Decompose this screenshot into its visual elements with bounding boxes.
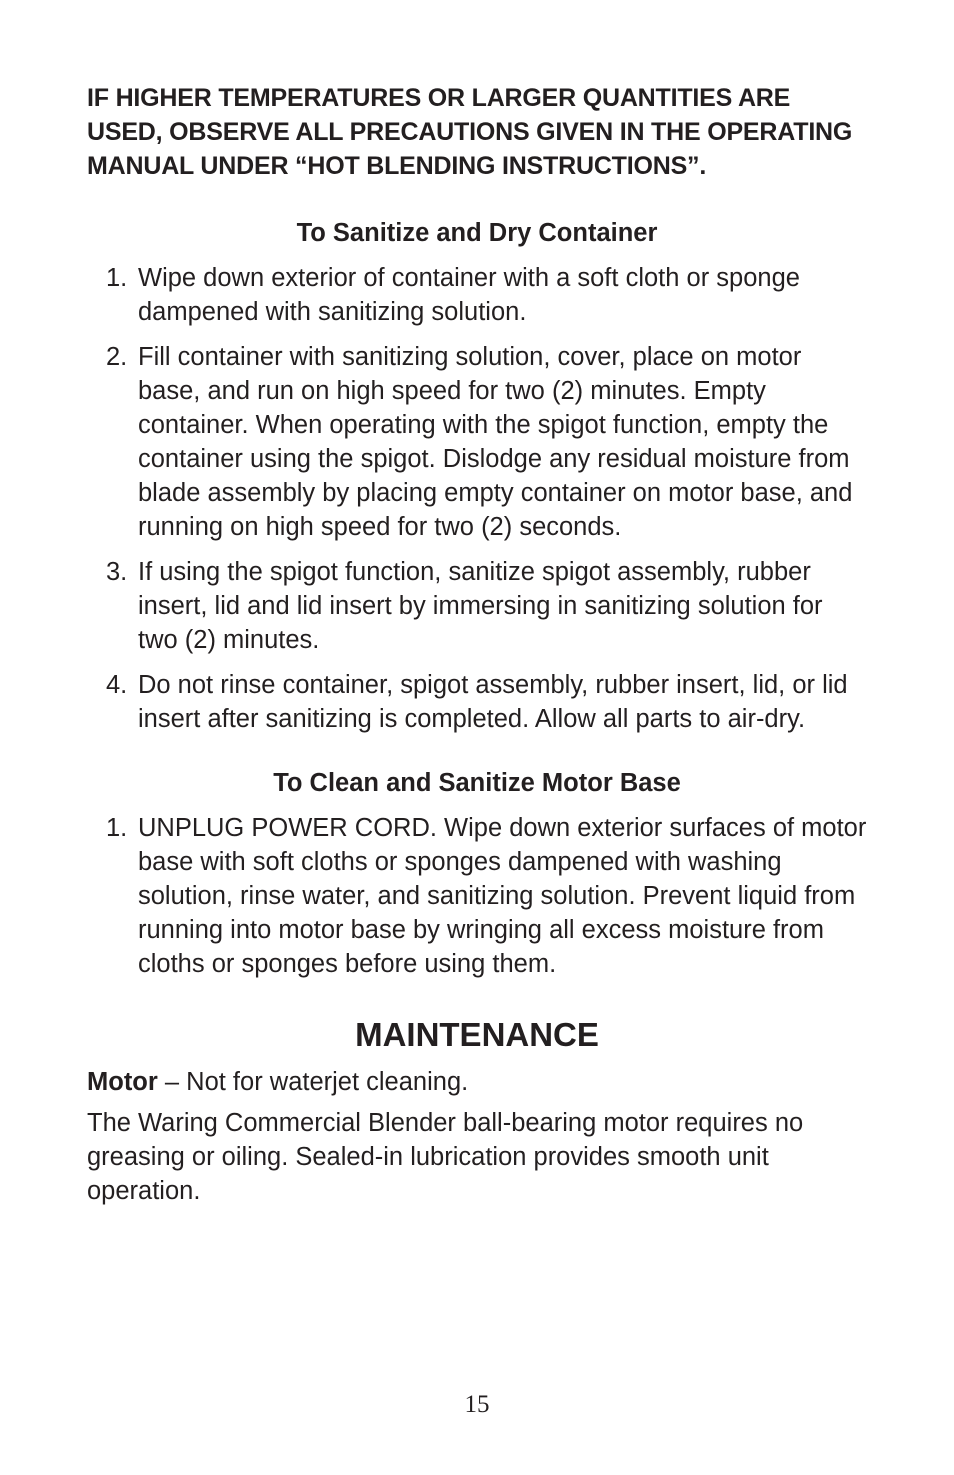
step-number: 3.	[106, 557, 128, 586]
list-item	[87, 340, 867, 545]
list-item	[87, 811, 867, 981]
sanitize-motor-base-heading: To Clean and Sanitize Motor Base	[273, 768, 681, 797]
step-text: Wipe down exterior of container with a soft cloth or sponge dampened with sanitizing solution.	[138, 264, 800, 327]
step-number: 1.	[106, 264, 128, 292]
manual-page	[87, 81, 867, 1208]
page-number: 15	[464, 1391, 490, 1418]
sanitize-container-steps	[87, 261, 867, 736]
list-item	[87, 555, 867, 657]
step-number: 4.	[106, 670, 128, 699]
motor-label: Motor	[87, 1068, 158, 1097]
step-number: 2.	[106, 342, 128, 371]
motor-note	[87, 1065, 867, 1099]
step-number: 1.	[106, 813, 128, 842]
sanitize-container-heading: To Sanitize and Dry Container	[296, 219, 658, 247]
step-text: Fill container with sanitizing solution, cover, place on motor base, and run on high speed for two (2) minutes. Empty container. When operating with the spigot function, empty the container using the spigot. Dislodge any residual moisture from blade assembly by placing empty container on motor base, and running on high speed for two (2) seconds.	[138, 342, 853, 542]
maintenance-title: MAINTENANCE	[355, 1016, 599, 1054]
list-item	[87, 261, 867, 329]
sanitize-motor-base-steps	[87, 811, 867, 981]
step-text: UNPLUG POWER CORD. Wipe down exterior surfaces of motor base with soft cloths or sponges dampened with washing solution, rinse water, and sanitizing solution. Prevent liquid from running into motor base by wringing all excess moisture from cloths or sponges before using them.	[138, 813, 867, 979]
list-item	[87, 668, 867, 736]
hot-blending-warning: IF HIGHER TEMPERATURES OR LARGER QUANTITIES ARE USED, OBSERVE ALL PRECAUTIONS GIVEN IN THE OPERATING MANUAL UNDER “HOT BLENDING INSTRUCTIONS”.	[87, 84, 853, 180]
step-text: If using the spigot function, sanitize spigot assembly, rubber insert, lid and lid insert by immersing in sanitizing solution for two (2) minutes.	[138, 557, 823, 654]
motor-description: The Waring Commercial Blender ball-bearing motor requires no greasing or oiling. Sealed-in lubrication provides smooth unit operation.	[87, 1109, 804, 1206]
motor-note-text: – Not for waterjet cleaning.	[157, 1068, 469, 1097]
step-text: Do not rinse container, spigot assembly, rubber insert, lid, or lid insert after sanitizing is completed. Allow all parts to air-dry.	[138, 670, 848, 733]
